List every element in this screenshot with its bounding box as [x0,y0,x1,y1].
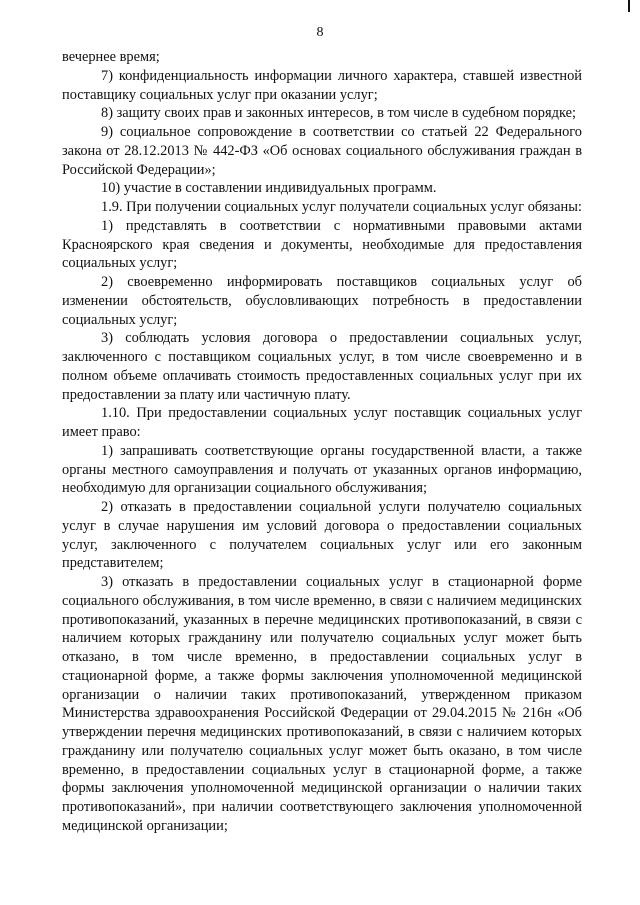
page-edge-mark [628,0,630,12]
paragraph-duty-2: 2) своевременно информировать поставщиков социальных услуг об изменении обстоятельств, обусловливающих потребность в предоставлении социальных услуг; [62,274,582,328]
paragraph-duty-1: 1) представлять в соответствии с нормативными правовыми актами Красноярского края сведения и документы, необходимые для предоставления социальных услуг; [62,217,582,272]
paragraph-duty-3: 3) соблюдать условия договора о предоставлении социальных услуг, заключенного с поставщиком социальных услуг, в том числе своевременно и в полном объеме оплачивать стоимость предоставленных социальных услуг при их предоставлении за плату или частичную плату. [62,330,582,403]
paragraph-evening-time: вечернее время; [62,49,160,65]
page-number: 8 [316,25,324,40]
paragraph-right-8: 8) защиту своих прав и законных интересов, в том числе в судебном порядке; [101,105,576,122]
document-body [62,48,582,836]
section-1-9-heading: 1.9. При получении социальных услуг получатели социальных услуг обязаны: [101,199,582,215]
paragraph-provider-right-2: 2) отказать в предоставлении социальной услуги получателю социальных услуг в случае нарушения им условий договора о предоставлении социальных услуг, заключенного с получателем социальных услуг или его законным представителем; [62,499,582,572]
section-1-10-heading: 1.10. При предоставлении социальных услуг поставщик социальных услуг имеет право: [62,405,582,440]
paragraph-right-7: 7) конфиденциальность информации личного характера, ставшей известной поставщику социальных услуг при оказании услуг; [62,67,582,103]
paragraph-right-9: 9) социальное сопровождение в соответствии со статьей 22 Федерального закона от 28.12.2013 № 442-ФЗ «Об основах социального обслуживания граждан в Российской Федерации»; [62,124,582,178]
paragraph-provider-right-1: 1) запрашивать соответствующие органы государственной власти, а также органы местного самоуправления и получать от указанных органов информацию, необходимую для организации социального обслуживания; [62,442,582,497]
paragraph-provider-right-3: 3) отказать в предоставлении социальных услуг в стационарной форме социального обслуживания, в том числе временно, в связи с наличием медицинских противопоказаний, указанных в перечне медицинских противопоказаний, в связи с наличием которых гражданину или получателю социальных услуг может быть отказано, в том числе временно, в предоставлении социальных услуг в стационарной форме, а также формы заключения уполномоченной медицинской организации о наличии таких противопоказаний, утвержденном приказом Министерства здравоохранения Российской Федерации от 29.04.2015 № 216н «Об утверждении перечня медицинских противопоказаний, в связи с наличием которых гражданину или получателю социальных услуг может быть оказано, в том числе временно, в предоставлении социальных услуг в стационарной форме, а также формы заключения уполномоченной медицинской организации о наличии таких противопоказаний», при наличии соответствующего заключения уполномоченной медицинской организации; [62,574,582,834]
paragraph-right-10: 10) участие в составлении индивидуальных программ. [101,180,437,197]
